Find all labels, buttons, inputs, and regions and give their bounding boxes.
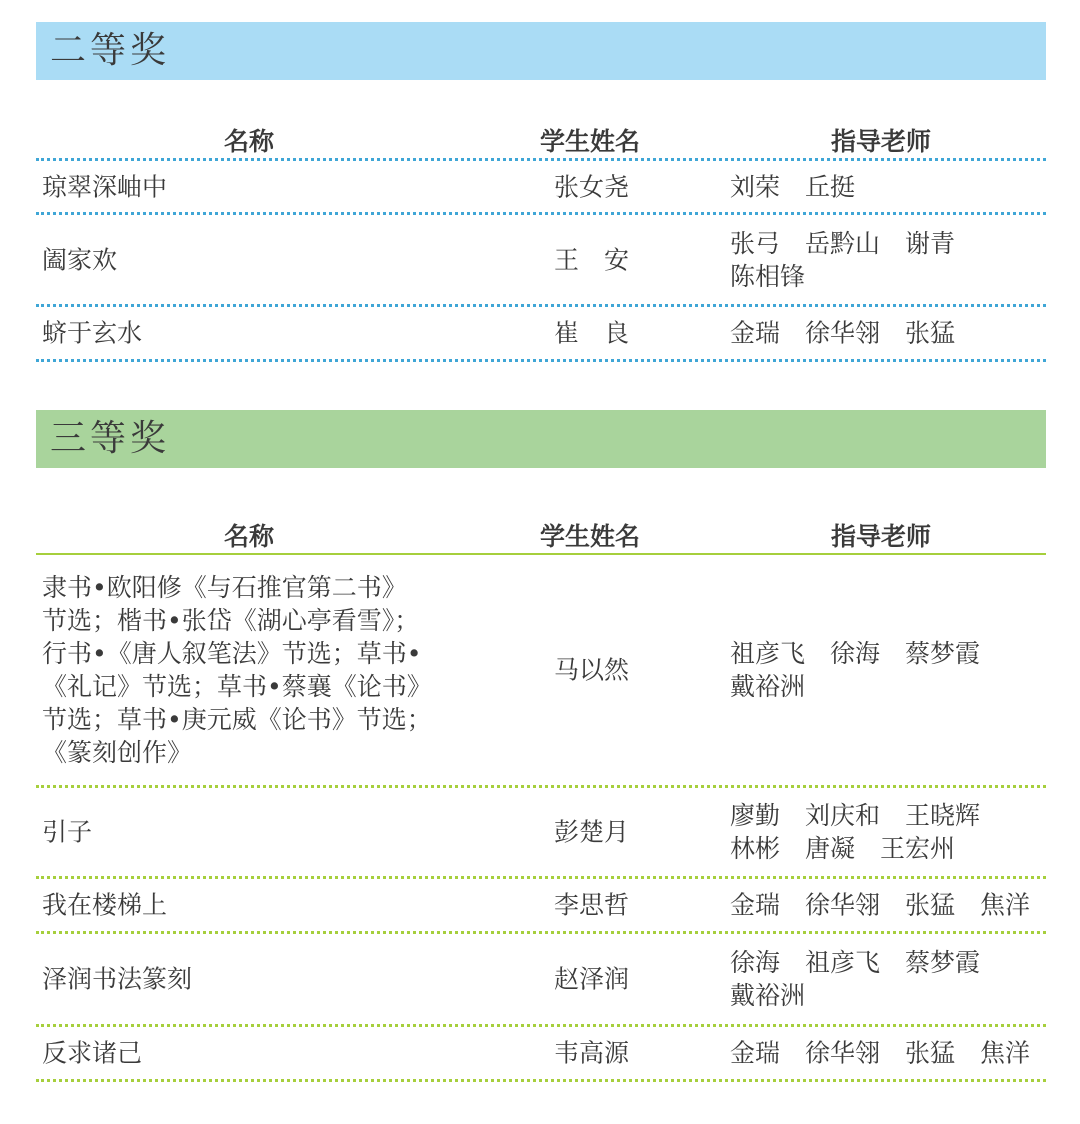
table-row <box>36 307 1046 359</box>
student-name: 李思哲 <box>554 890 630 920</box>
teacher-names: 廖勤 刘庆和 王晓辉 林彬 唐凝 王宏州 <box>730 801 981 863</box>
teacher-names: 徐海 祖彦飞 蔡梦霞 戴裕洲 <box>730 948 981 1010</box>
student-name: 王 安 <box>554 245 630 274</box>
teacher-names: 金瑞 徐华翎 张猛 焦洋 <box>730 1038 1031 1068</box>
entry-name: 琼翠深岫中 <box>42 172 168 201</box>
row-divider <box>36 359 1046 362</box>
header-student: 学生姓名 <box>540 127 641 156</box>
entry-name: 我在楼梯上 <box>42 890 168 920</box>
row-divider <box>36 1079 1046 1082</box>
teacher-names: 祖彦飞 徐海 蔡梦霞 戴裕洲 <box>730 639 981 701</box>
entry-name: 隶书•欧阳修《与石推官第二书》 节选；楷书•张岱《湖心亭看雪》； 行书•《唐人叙笔法》节选；草书• 《礼记》节选；草书•蔡襄《论书》 节选；草书•庚元威《论书》节选； 《篆刻创作》 <box>42 573 432 767</box>
teacher-names: 金瑞 徐华翎 张猛 <box>730 318 956 348</box>
student-name: 彭楚月 <box>554 817 630 847</box>
third-prize-table-header <box>36 513 1046 553</box>
table-row <box>36 934 1046 1024</box>
entry-name: 阖家欢 <box>42 245 118 274</box>
table-row <box>36 788 1046 876</box>
teacher-names: 金瑞 徐华翎 张猛 焦洋 <box>730 890 1031 920</box>
header-student: 学生姓名 <box>540 522 641 551</box>
student-name: 韦高源 <box>554 1038 630 1068</box>
teacher-names: 张弓 岳黔山 谢青 陈相锋 <box>730 228 956 291</box>
table-row <box>36 1027 1046 1079</box>
table-row <box>36 161 1046 212</box>
second-prize-table-header <box>36 118 1046 158</box>
entry-name: 蛴于玄水 <box>42 318 143 348</box>
table-row <box>36 879 1046 931</box>
entry-name: 反求诸己 <box>42 1038 143 1068</box>
second-prize-section <box>36 22 1046 362</box>
student-name: 崔 良 <box>554 318 630 348</box>
header-name: 名称 <box>224 127 275 156</box>
table-row <box>36 555 1046 785</box>
third-prize-section <box>36 410 1046 1082</box>
header-teacher: 指导老师 <box>831 522 932 551</box>
second-prize-title: 二等奖 <box>36 22 1046 80</box>
student-name: 张女尧 <box>554 172 630 201</box>
third-prize-title: 三等奖 <box>36 410 1046 468</box>
student-name: 马以然 <box>554 655 630 685</box>
header-teacher: 指导老师 <box>831 127 932 156</box>
student-name: 赵泽润 <box>554 964 630 994</box>
teacher-names: 刘荣 丘挺 <box>730 172 856 201</box>
table-row <box>36 215 1046 304</box>
header-name: 名称 <box>224 522 275 551</box>
entry-name: 引子 <box>42 817 93 847</box>
entry-name: 泽润书法篆刻 <box>42 964 193 994</box>
